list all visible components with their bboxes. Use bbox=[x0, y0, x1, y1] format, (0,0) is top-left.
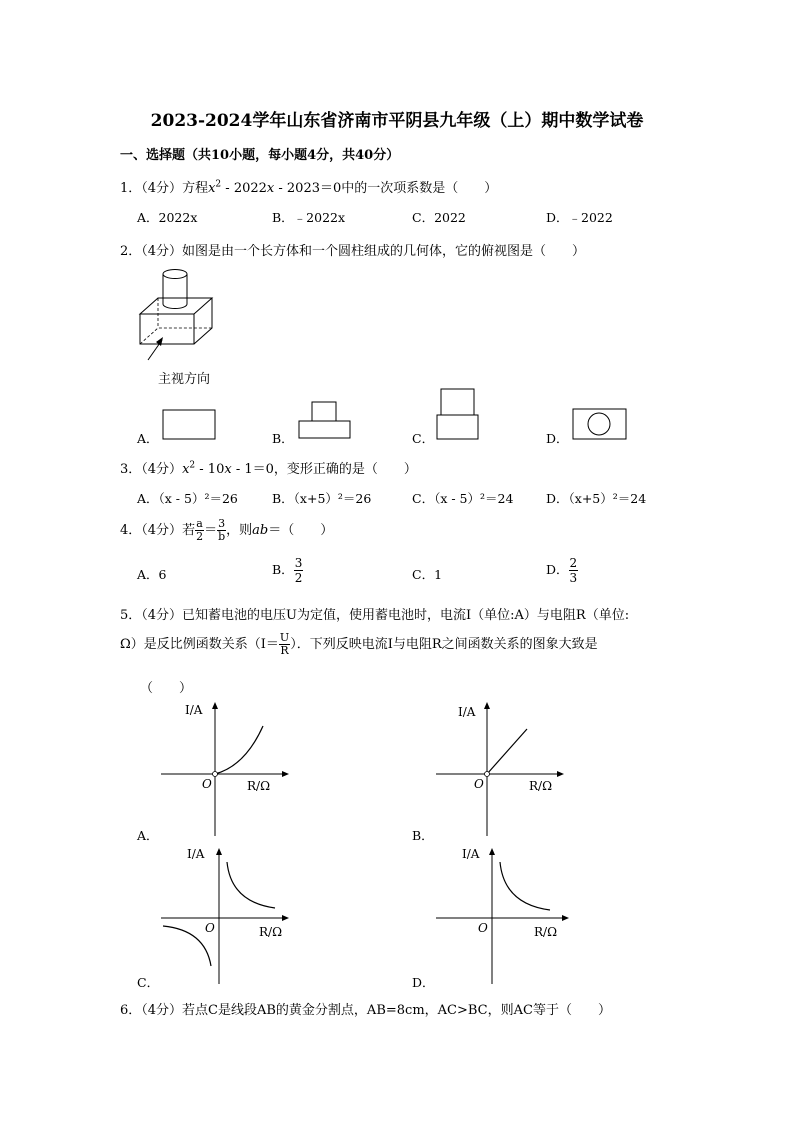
q4-option-a: A．6 bbox=[137, 567, 167, 582]
graph-c-xlabel: R/Ω bbox=[259, 925, 283, 939]
graph-b-ylabel: I/A bbox=[458, 705, 476, 719]
q2-option-a-figure bbox=[160, 408, 220, 442]
question-5-line-3: （ ） bbox=[140, 681, 193, 696]
q3-option-b: B．（x+5）²＝26 bbox=[272, 491, 372, 506]
solid-figure bbox=[130, 262, 230, 370]
graph-c-origin: O bbox=[205, 921, 215, 935]
q5-option-c-label: C． bbox=[137, 975, 160, 990]
graph-c-ylabel: I/A bbox=[187, 847, 205, 861]
q2-option-b-figure bbox=[295, 398, 355, 442]
graph-a-ylabel: I/A bbox=[185, 703, 203, 717]
q2-option-a-label: A． bbox=[137, 431, 159, 446]
q3-option-d: D．（x+5）²＝24 bbox=[546, 491, 647, 506]
q2-option-c-figure bbox=[434, 386, 486, 442]
q2-option-d-label: D． bbox=[546, 431, 569, 446]
fraction-a-over-2: $\frac{a}{2}$ bbox=[196, 517, 204, 543]
question-6: 6．（4分）若点C是线段AB的黄金分割点，AB=8cm，AC>BC，则AC等于（ ） bbox=[120, 1003, 611, 1018]
q5-option-a-label: A． bbox=[137, 828, 159, 843]
q2-option-c-label: C． bbox=[412, 431, 435, 446]
page-title: 2023-2024学年山东省济南市平阴县九年级（上）期中数学试卷 bbox=[150, 111, 644, 131]
q3-option-c: C．（x - 5）²＝24 bbox=[412, 491, 514, 506]
graph-d-origin: O bbox=[478, 921, 488, 935]
q1-option-b: B．﹣2022x bbox=[272, 210, 346, 225]
question-1: 1．（4分）方程$x^2 - 2022x - 2023=0$中的一次项系数是（ ） bbox=[120, 179, 498, 196]
q4-option-d: D． $\frac{2}{3}$ bbox=[546, 556, 578, 585]
question-5-line-2: Ω）是反比例函数关系（I＝ $\frac{U}{R}$ ）．下列反映电流I与电阻R之间函数关系的图象大致是 bbox=[120, 631, 598, 657]
question-5-line-1: 5．（4分）已知蓄电池的电压U为定值，使用蓄电池时，电流I（单位:A）与电阻R（单位: bbox=[120, 608, 630, 623]
q1-option-c: C．2022 bbox=[412, 210, 466, 225]
graph-d bbox=[430, 842, 575, 986]
question-4: 4．（4分）若 $\frac{a}{2}$ ＝ $\frac{3}{b}$ ，则ab＝（ ） bbox=[120, 517, 334, 543]
graph-c bbox=[155, 842, 295, 986]
graph-d-ylabel: I/A bbox=[462, 847, 480, 861]
question-3: 3．（4分）$x^2 - 10x - 1=0$，变形正确的是（ ） bbox=[120, 460, 417, 477]
graph-d-xlabel: R/Ω bbox=[534, 925, 558, 939]
q4-option-b: B． $\frac{3}{2}$ bbox=[272, 556, 303, 585]
graph-b bbox=[430, 696, 570, 838]
graph-b-origin: O bbox=[474, 777, 484, 791]
q3-option-a: A．（x - 5）²＝26 bbox=[137, 491, 238, 506]
graph-a bbox=[155, 696, 295, 838]
q5-option-b-label: B． bbox=[412, 828, 434, 843]
q2-option-d-figure bbox=[570, 406, 630, 442]
question-2: 2．（4分）如图是由一个长方体和一个圆柱组成的几何体，它的俯视图是（ ） bbox=[120, 244, 586, 259]
q2-option-b-label: B． bbox=[272, 431, 294, 446]
graph-a-xlabel: R/Ω bbox=[247, 779, 271, 793]
section-heading: 一、选择题（共10小题，每小题4分，共40分） bbox=[120, 148, 400, 163]
q4-option-c: C．1 bbox=[412, 567, 443, 582]
graph-a-origin: O bbox=[202, 777, 212, 791]
q5-option-d-label: D． bbox=[412, 975, 435, 990]
q1-option-a: A．2022x bbox=[137, 210, 198, 225]
graph-b-xlabel: R/Ω bbox=[529, 779, 553, 793]
figure-caption: 主视方向 bbox=[158, 372, 211, 387]
q1-option-d: D．﹣2022 bbox=[546, 210, 613, 225]
fraction-3-over-b: $\frac{3}{b}$ bbox=[218, 517, 226, 543]
